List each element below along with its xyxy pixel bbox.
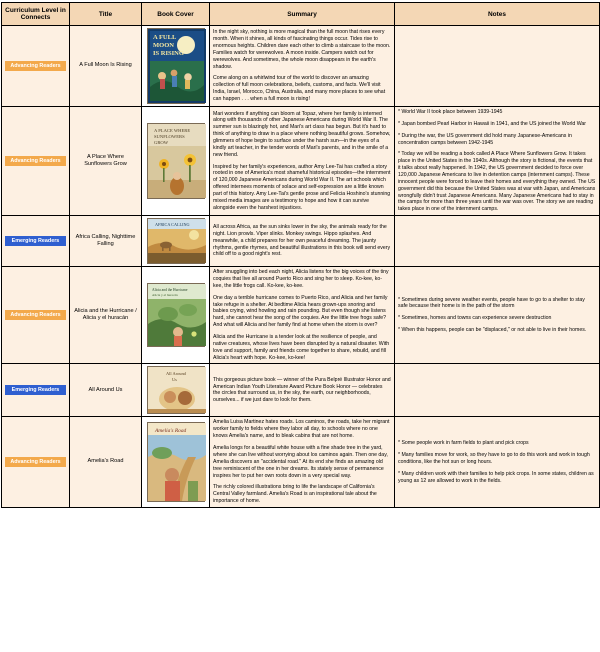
level-badge: Advancing Readers xyxy=(5,310,66,320)
table-row xyxy=(2,107,600,216)
svg-text:Amelia's Road: Amelia's Road xyxy=(154,428,186,435)
book-title-cell: Africa Calling, Nighttime Falling xyxy=(70,216,142,267)
cover-amelias-road xyxy=(147,422,205,502)
column-header-notes: Notes xyxy=(395,3,600,26)
summary-cell xyxy=(210,364,395,417)
curriculum-level-cell xyxy=(2,267,70,364)
svg-text:All Around: All Around xyxy=(165,371,186,377)
table-row xyxy=(2,417,600,507)
svg-text:MOON: MOON xyxy=(152,42,174,49)
cover-alicia-and-the-hurricane xyxy=(147,283,205,347)
note-item: * Sometimes during severe weather events, people have to go to a shelter to stay safe because their home is in the path of the storm xyxy=(398,296,585,310)
table-row xyxy=(2,26,600,107)
book-cover-cell xyxy=(142,107,210,216)
summary-cell xyxy=(210,216,395,267)
svg-text:SUNFLOWERS: SUNFLOWERS xyxy=(153,134,185,140)
table-row xyxy=(2,216,600,267)
table-header-row xyxy=(2,3,600,26)
curriculum-level-cell xyxy=(2,26,70,107)
notes-cell xyxy=(395,364,600,417)
book-title-cell: A Place Where Sunflowers Grow xyxy=(70,107,142,216)
summary-paragraph: One day a terrible hurricane comes to Puerto Rico, and Alicia and her family take refuge in a shelter. At bedtime Alicia hears grown-ups snoring and babies crying, wind howling and rain pounding. But even though she listens hard, she cannot hear the song of the coquies. Are the little tree frogs safe? And what will Alicia and her family find at home when the storm is over? xyxy=(213,294,388,329)
svg-text:Alicia and the Hurricane: Alicia and the Hurricane xyxy=(151,288,187,293)
summary-paragraph: Mari wonders if anything can bloom at Topaz, where her family is interned along with thousands of other Japanese Americans during World War II. The summer sun is blazingly hot, and Mari's art class has begun. But it's hard to think of anything to draw in a place where nothing beautiful grows. Somehow, glimmers of hope begin to surface under the harsh sun—in the eyes of a kindly art teacher, in the tender words of Mari's parents, and in the smile of a new friend. xyxy=(213,110,391,158)
summary-paragraph: The richly colored illustrations bring to life the landscape of California's Central Valley farmland. Amelia's Road is an inspirational tale about the importance of home. xyxy=(213,484,377,505)
level-badge: Emerging Readers xyxy=(5,385,66,395)
note-item: * Some people work in farm fields to plant and pick crops xyxy=(398,440,529,447)
cover-africa-calling-nighttime-falling xyxy=(147,218,205,264)
column-header-book-cover: Book Cover xyxy=(142,3,210,26)
curriculum-level-cell xyxy=(2,107,70,216)
summary-paragraph: After snuggling into bed each night, Alicia listens for the big voices of the tiny coquies that live all around Puerto Rico and sing her to sleep. Ko-kee, ko-kee, the little frogs call. Ko-kee, ko-kee. xyxy=(213,269,389,289)
note-item: * When this happens, people can be "displaced," or not able to live in their homes. xyxy=(398,327,587,334)
notes-cell xyxy=(395,26,600,107)
svg-text:A PLACE WHERE: A PLACE WHERE xyxy=(153,128,190,134)
notes-cell xyxy=(395,216,600,267)
level-badge: Emerging Readers xyxy=(5,236,66,246)
note-item: * Japan bombed Pearl Harbor in Hawaii in 1941, and the US joined the World War xyxy=(398,120,587,127)
book-cover-cell xyxy=(142,417,210,507)
note-item: * Many children work with their families to help pick crops. In some states, children as young as 12 are allowed to work in the fields. xyxy=(398,470,594,484)
svg-text:IS RISING: IS RISING xyxy=(152,50,184,57)
book-title-cell: Alicia and the Hurricane / Alicia y el huracán xyxy=(70,267,142,364)
book-cover-cell xyxy=(142,216,210,267)
book-list-table xyxy=(1,2,600,508)
summary-paragraph: All across Africa, as the sun sinks lower in the sky, the animals ready for the night. Lion prowls. Viper slinks. Monkey swings. Hippo splashes. And meanwhile, a child prepares for her own peaceful dreaming. The jaunty rhythms, gentle rhymes, and beautiful illustrations in this book will send every child off to a good night's rest. xyxy=(213,224,391,258)
book-title-cell: Amelia's Road xyxy=(70,417,142,507)
notes-cell xyxy=(395,107,600,216)
note-item: * Sometimes, homes and towns can experience severe destruction xyxy=(398,315,552,322)
summary-cell xyxy=(210,267,395,364)
curriculum-level-cell xyxy=(2,417,70,507)
svg-text:Alicia y el huracán: Alicia y el huracán xyxy=(151,293,178,298)
book-title-cell: A Full Moon Is Rising xyxy=(70,26,142,107)
level-badge: Advancing Readers xyxy=(5,156,66,166)
table-row xyxy=(2,267,600,364)
summary-cell xyxy=(210,107,395,216)
curriculum-level-cell xyxy=(2,216,70,267)
summary-paragraph: In the night sky, nothing is more magical than the full moon that rises every month. When it shines, all kinds of fascinating things occur. Tides rise to enormous heights. Children dare each other to climb a staircase to the moon. Families watch for werewolves. A moon inside. Campers watch out for werewolves. And sometimes, the whole moon disappears in the earth's shadow. xyxy=(213,29,391,70)
svg-text:A FULL: A FULL xyxy=(152,34,176,41)
book-cover-cell xyxy=(142,364,210,417)
svg-text:AFRICA CALLING: AFRICA CALLING xyxy=(154,222,190,228)
summary-paragraph: Amelia longs for a beautiful white house with a fine shade tree in the yard, where she can live without worrying about los caminos again. Then one day, Amelia discovers an "accidental road." At its end she finds an amazing old tree reminiscent of the one in her dreams. Its stately sense of permanence inspires her to put her own roots down in a very special way. xyxy=(213,445,388,479)
svg-text:GROW: GROW xyxy=(153,140,168,146)
summary-paragraph: Inspired by her family's experiences, author Amy Lee-Tai has crafted a story rooted in one of America's most shameful historical episodes—the internment of 120,000 Japanese Americans during World War II. The art schools which offered internees moments of solace and self-expression are a little known part of this history. Amy Lee-Tai's gentle prose and Felicia Hoshino's stunning mixed media images are a testimony to hope and how it can survive alongside even the harshest injustices. xyxy=(213,163,391,211)
note-item: * During the war, the US government did hold many Japanese-Americans in concentration camps between 1942-1945 xyxy=(398,132,572,146)
summary-cell xyxy=(210,417,395,507)
book-cover-cell xyxy=(142,26,210,107)
curriculum-level-cell xyxy=(2,364,70,417)
summary-paragraph: Amelia Luisa Martinez hates roads. Los caminos, the roads, take her migrant worker family to fields where they labor all day, to schools where no one knows Amelia's name, and to bleak cabins that are not home. xyxy=(213,419,390,440)
summary-paragraph: Alicia and the Hurricane is a tender look at the resilience of people, and native creatures, whose lives have been disrupted by a natural disaster. With love and support, family and friends come together to share, rebuild, and fill Alicia's heart with hope. Ko-kee, ko-kee! xyxy=(213,334,390,361)
level-badge: Advancing Readers xyxy=(5,457,66,467)
note-item: * Many families move for work, so they have to go to do this work and work in tough conditions, like the hot sun or long hours. xyxy=(398,451,590,465)
summary-paragraph: Come along on a whirlwind tour of the world to discover an amazing collection of full moon celebrations, beliefs, customs, and facts. We'll visit India, Israel, Morocco, China, Australia, and many more places to see what can happen . . . when a full moon is rising! xyxy=(213,75,386,102)
cover-a-full-moon-is-rising xyxy=(147,28,205,104)
notes-cell xyxy=(395,417,600,507)
table-row xyxy=(2,364,600,417)
book-cover-cell xyxy=(142,267,210,364)
book-title-cell: All Around Us xyxy=(70,364,142,417)
cover-a-place-where-sunflowers-grow xyxy=(147,123,205,199)
summary-paragraph: This gorgeous picture book — winner of the Pura Belpré Illustrator Honor and American Indian Youth Literature Award Picture Book Honor — celebrates the circles that surround us, in the sky, the earth, our neighborhoods, ourselves... if we just dare to look for them. xyxy=(213,376,391,404)
svg-text:Us: Us xyxy=(171,377,177,383)
note-item: * Today we will be reading a book called A Place Where Sunflowers Grow. It takes place in the United States in the 1940s. Although the story is fictional, the events that it talks about really happened. In 1942, the US government decided to force over 120,000 Japanese Americans to live in detention camps (internment camps). These innocent people were forced to leave their homes and everything they owned. The US government did this because the United States was at war with Japan, and Americans wrongfully didn't trust Japanese Americans. Many Japanese Americans had to stay in the camps for more than three years until the war was over. The story we are reading takes place in one of the internment camps. xyxy=(398,151,596,213)
column-header-curriculum-level: Curriculum Level in Connects xyxy=(2,3,70,26)
column-header-summary: Summary xyxy=(210,3,395,26)
summary-cell xyxy=(210,26,395,107)
level-badge: Advancing Readers xyxy=(5,61,66,71)
notes-cell xyxy=(395,267,600,364)
column-header-title: Title xyxy=(70,3,142,26)
cover-all-around-us xyxy=(147,366,205,414)
note-item: * World War II took place between 1939-1945 xyxy=(398,109,503,115)
